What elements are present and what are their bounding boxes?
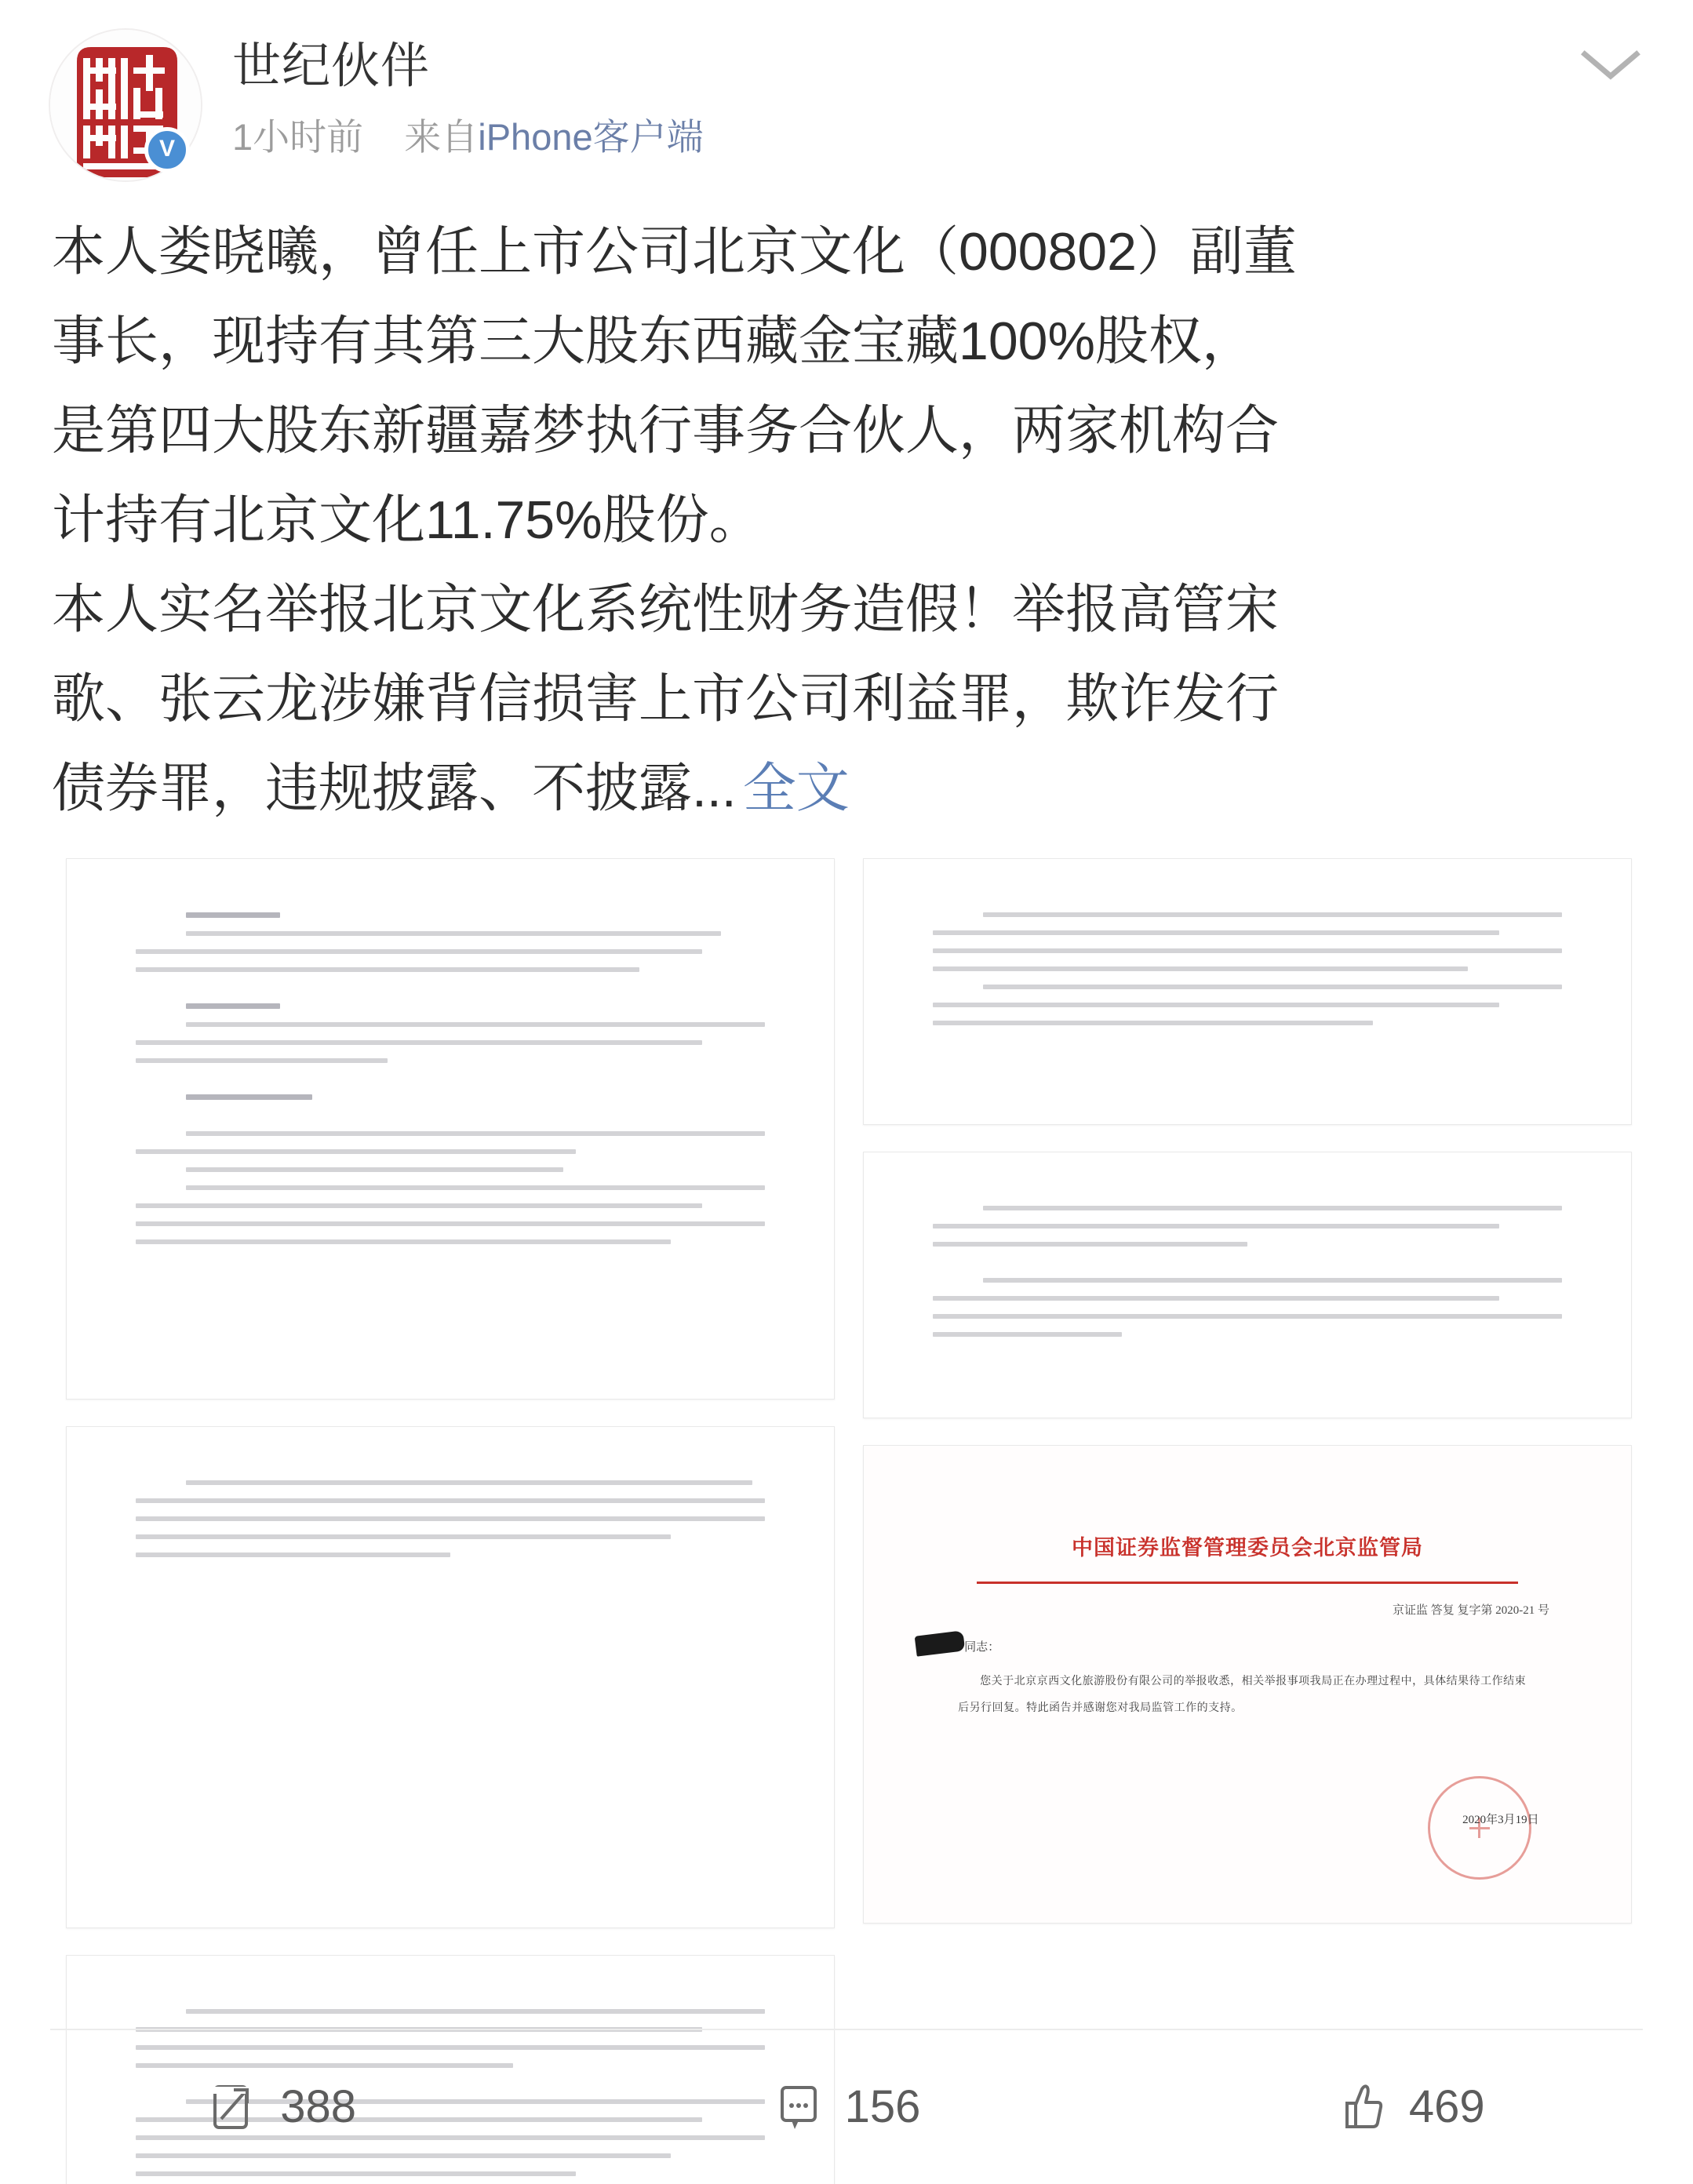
- expand-full-text-link[interactable]: 全文: [742, 759, 850, 818]
- scan-text-line: [136, 1149, 576, 1154]
- post-text-line: 本人实名举报北京文化系统性财务造假！举报高管宋: [52, 580, 1280, 639]
- scan-text-line: [186, 931, 721, 936]
- scan-text-line: [983, 1278, 1562, 1283]
- scan-text-line: [136, 1498, 765, 1503]
- scan-text-line: [136, 1058, 388, 1063]
- scan-text-line: [983, 985, 1562, 989]
- post-text-ellipsis: ...: [692, 759, 737, 818]
- chevron-down-icon[interactable]: [1575, 38, 1646, 93]
- scan-text-line: [186, 1131, 765, 1136]
- post-header: [0, 0, 1693, 196]
- post-time: 1小时前: [232, 115, 364, 158]
- letter-salutation-text: 同志：: [964, 1640, 1000, 1654]
- image-thumb-report-page-5[interactable]: [863, 1152, 1632, 1418]
- avatar-wrap[interactable]: [49, 28, 202, 182]
- scan-text-line: [186, 1480, 752, 1485]
- document-scan-content: [67, 1427, 834, 1927]
- verified-badge[interactable]: [144, 127, 190, 173]
- document-scan-content: [864, 1152, 1631, 1418]
- letter-header-rule: [977, 1582, 1518, 1584]
- screen-name[interactable]: 世纪伙伴: [232, 39, 431, 93]
- scan-text-line: [136, 1221, 765, 1226]
- post-text-last-line: [52, 744, 1643, 833]
- verified-badge-label: V: [158, 136, 175, 162]
- post-text-line: 事长，现持有其第三大股东西藏金宝藏100%股权，: [52, 311, 1255, 371]
- scan-text-line: [933, 1224, 1499, 1228]
- post-text-line: 歌、张云龙涉嫌背信损害上市公司利益罪，欺诈发行: [52, 669, 1280, 729]
- scan-text-line: [186, 912, 280, 918]
- post-text: [0, 196, 1693, 833]
- image-grid-column-right: [863, 858, 1632, 2184]
- scan-text-line: [933, 1003, 1499, 1007]
- image-thumb-report-page-4[interactable]: [863, 858, 1632, 1125]
- letter-document-number: 京证监 答复 复字第 2020-21 号: [1392, 1603, 1549, 1617]
- scan-text-line: [136, 967, 639, 972]
- like-button[interactable]: [1129, 2081, 1693, 2133]
- post-from-label: 来自: [404, 115, 479, 158]
- scan-text-line: [933, 1021, 1373, 1025]
- scan-text-line: [186, 2009, 765, 2014]
- scan-text-line: [186, 1094, 311, 1100]
- post-text-line: 计持有北京文化11.75%股份。: [52, 490, 763, 550]
- scan-text-line: [186, 1003, 280, 1009]
- post-text-line: 是第四大股东新疆嘉梦执行事务合伙人，两家机构合: [52, 401, 1280, 460]
- scan-text-line: [933, 1314, 1562, 1319]
- scan-text-line: [983, 912, 1562, 917]
- scan-text-line: [933, 1242, 1247, 1247]
- scan-text-line: [136, 1516, 765, 1521]
- scan-text-line: [933, 930, 1499, 935]
- repost-button[interactable]: [0, 2081, 564, 2133]
- letter-salutation: [964, 1638, 999, 1654]
- redacted-name-icon: [915, 1630, 966, 1656]
- scan-text-line: [933, 1296, 1499, 1301]
- post-meta: [232, 113, 1646, 161]
- document-scan-content: [864, 859, 1631, 1124]
- document-scan-content: [67, 859, 834, 1399]
- action-bar: [0, 2030, 1693, 2184]
- like-count: 469: [1408, 2081, 1485, 2132]
- repost-count: 388: [280, 2081, 357, 2132]
- scan-text-line: [186, 1167, 563, 1172]
- scan-text-line: [136, 949, 702, 954]
- comment-icon: [773, 2081, 825, 2133]
- post-text-line-text: 债券罪，违规披露、不披露: [52, 759, 693, 818]
- scan-text-line: [186, 1185, 765, 1190]
- scan-text-line: [136, 1552, 450, 1557]
- scan-text-line: [933, 966, 1468, 971]
- image-thumb-csrc-reply-letter[interactable]: [863, 1445, 1632, 1924]
- official-red-seal-icon: [1428, 1776, 1531, 1880]
- scan-text-line: [136, 1534, 671, 1539]
- scan-text-line: [933, 1332, 1122, 1337]
- scan-text-line: [136, 1203, 702, 1208]
- header-text: [232, 28, 1646, 161]
- comment-count: 156: [844, 2081, 921, 2132]
- letter-date: 2020年3月19日: [1462, 1814, 1539, 1827]
- letter-title: 中国证券监督管理委员会北京监管局: [1072, 1535, 1423, 1560]
- scan-text-line: [136, 1239, 671, 1244]
- image-thumb-report-page-1[interactable]: [66, 858, 835, 1400]
- thumbs-up-icon: [1337, 2081, 1389, 2133]
- scan-text-line: [983, 1206, 1562, 1210]
- letter-body-text: 您关于北京京西文化旅游股份有限公司的举报收悉，相关举报事项我局正在办理过程中，具体结果待工作结束后另行回复。特此函告并感谢您对我局监管工作的支持。: [958, 1675, 1527, 1714]
- scan-text-line: [186, 1022, 765, 1027]
- share-icon: [208, 2081, 260, 2133]
- comment-button[interactable]: [564, 2081, 1128, 2133]
- image-grid-column-left: [66, 858, 835, 2184]
- scan-text-line: [136, 1040, 702, 1045]
- image-grid: [0, 858, 1693, 2184]
- post-text-line: 本人娄晓曦，曾任上市公司北京文化（000802）副董: [52, 222, 1297, 282]
- post-source[interactable]: iPhone客户端: [478, 115, 704, 158]
- image-thumb-report-page-2[interactable]: [66, 1426, 835, 1928]
- scan-text-line: [933, 948, 1562, 953]
